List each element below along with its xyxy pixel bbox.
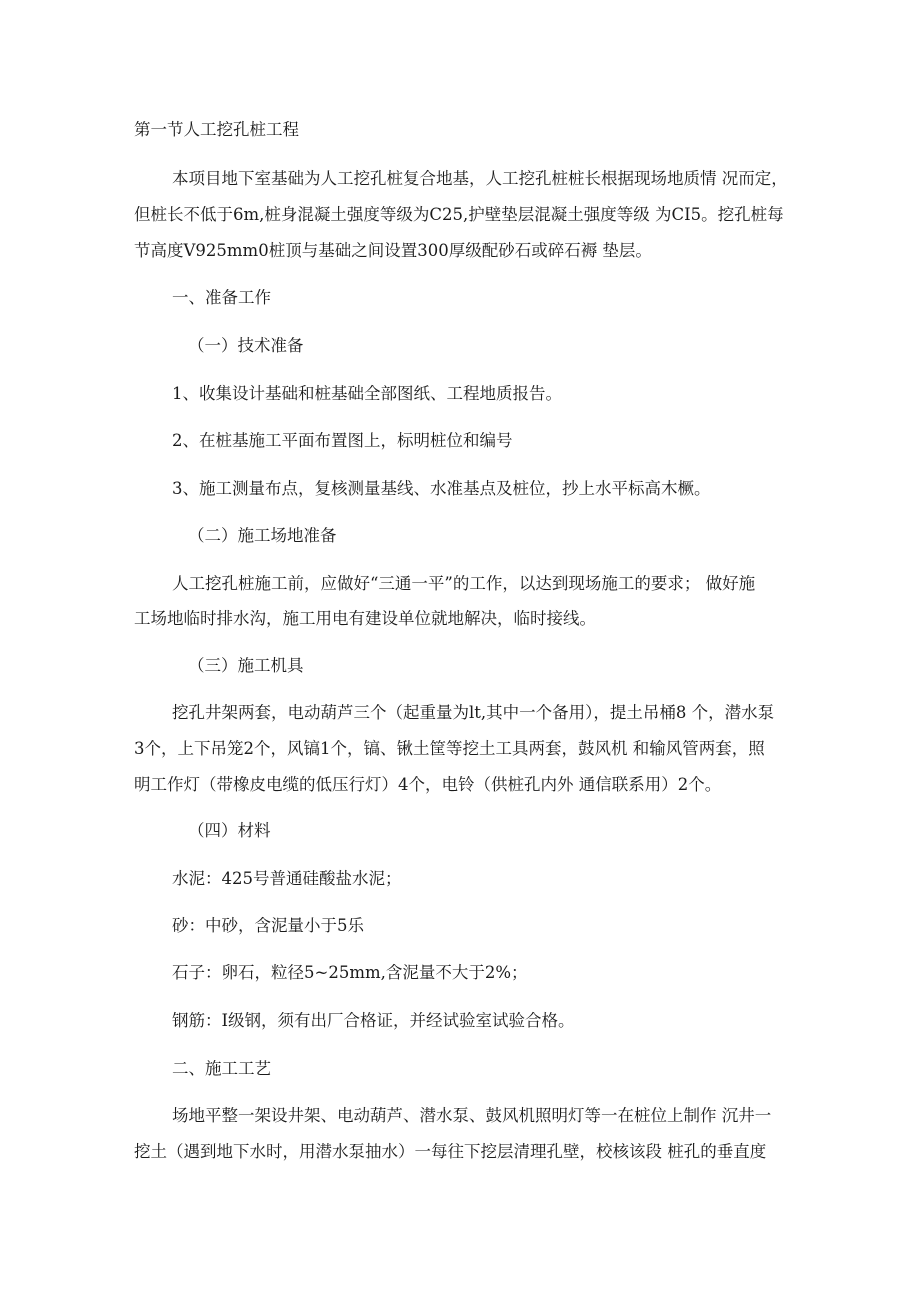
- material-item: 水泥：425号普通硅酸盐水泥；: [172, 869, 402, 888]
- intro-paragraph-line: 但桩长不低于6m,桩身混凝土强度等级为C25,护壁垫层混凝土强度等级 为CI5。挖孔桩每: [134, 205, 784, 224]
- materials-heading: （四）材料: [188, 821, 271, 840]
- machinery-paragraph-line: 挖孔井架两套，电动葫芦三个（起重量为lt,其中一个备用），提土吊桶8 个，潜水泵: [172, 703, 775, 722]
- material-item: 钢筋：I级钢，须有出厂合格证，并经试验室试验合格。: [172, 1011, 575, 1030]
- tech-prep-item: 2、在桩基施工平面布置图上，标明桩位和编号: [172, 431, 513, 450]
- section1-heading: 一、准备工作: [172, 288, 271, 307]
- section-title: 第一节人工挖孔桩工程: [134, 120, 299, 139]
- machinery-heading: （三）施工机具: [188, 656, 304, 675]
- machinery-paragraph-line: 3个，上下吊笼2个，风镐1个，镐、锹土筐等挖土工具两套，鼓风机 和输风管两套，照: [134, 739, 765, 758]
- material-item: 砂：中砂，含泥量小于5乐: [172, 916, 364, 935]
- intro-paragraph-line: 节高度V925mm0桩顶与基础之间设置300厚级配砂石或碎石褥 垫层。: [134, 241, 652, 260]
- tech-prep-item: 3、施工测量布点，复核测量基线、水准基点及桩位，抄上水平标高木橛。: [172, 479, 711, 498]
- machinery-paragraph-line: 明工作灯（带橡皮电缆的低压行灯）4个，电铃（供桩孔内外 通信联系用）2个。: [134, 775, 722, 794]
- tech-prep-heading: （一）技术准备: [188, 336, 304, 355]
- site-prep-paragraph-line: 人工挖孔桩施工前，应做好“三通一平”的工作，以达到现场施工的要求； 做好施: [172, 574, 756, 593]
- tech-prep-item: 1、收集设计基础和桩基础全部图纸、工程地质报告。: [172, 384, 562, 403]
- process-paragraph-line: 场地平整一架设井架、电动葫芦、潜水泵、鼓风机照明灯等一在桩位上制作 沉井一: [172, 1106, 772, 1125]
- section2-heading: 二、施工工艺: [172, 1059, 271, 1078]
- process-paragraph-line: 挖土（遇到地下水时，用潜水泵抽水）一每往下挖层清理孔壁，校核该段 桩孔的垂直度: [134, 1142, 767, 1161]
- site-prep-paragraph-line: 工场地临时排水沟，施工用电有建设单位就地解决，临时接线。: [134, 609, 596, 628]
- material-item: 石子：卵石，粒径5~25mm,含泥量不大于2%；: [172, 963, 528, 982]
- intro-paragraph-line: 本项目地下室基础为人工挖孔桩复合地基，人工挖孔桩桩长根据现场地质情 况而定，: [172, 169, 788, 188]
- site-prep-heading: （二）施工场地准备: [188, 526, 337, 545]
